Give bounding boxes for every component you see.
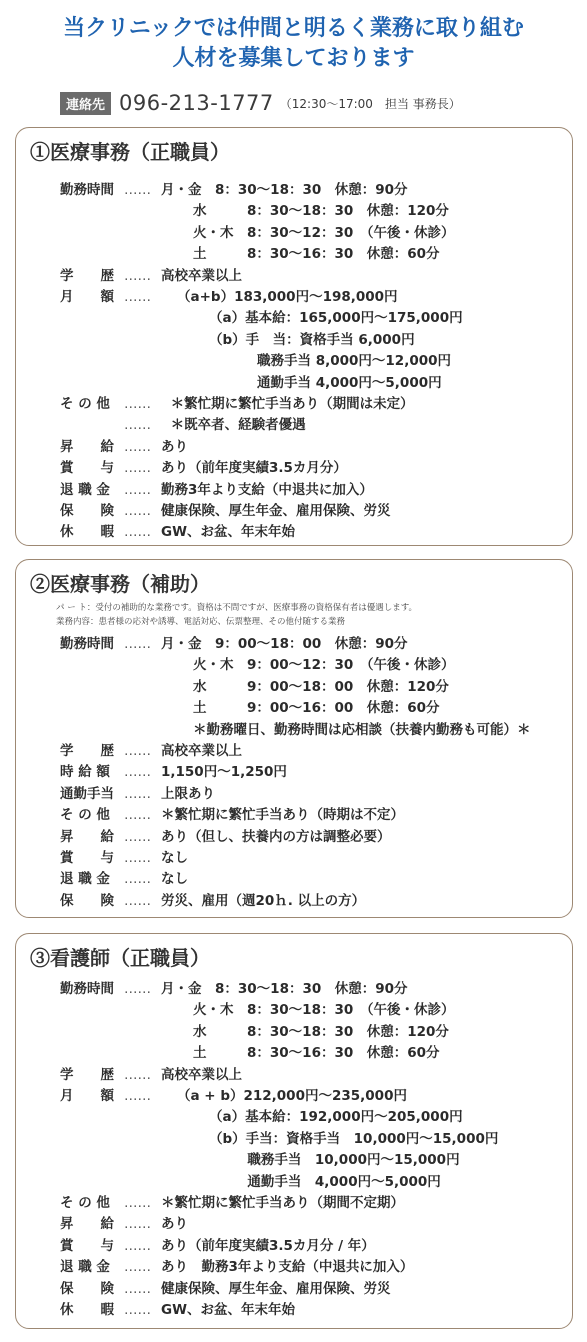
info-row: [16, 1172, 572, 1193]
row-value: （a）基本給：192,000円〜205,000円: [209, 1109, 463, 1126]
row-value: 勤務3年より支給（中退共に加入）: [161, 481, 373, 498]
info-row: [16, 373, 572, 394]
row-value: あり 勤務3年より支給（中退共に加入）: [161, 1259, 414, 1276]
info-row: [16, 1193, 572, 1214]
row-value: 水 8：30〜18：30 休憩：120分: [193, 1023, 449, 1040]
info-row: [16, 1300, 572, 1321]
row-leader-dots: ……: [124, 636, 151, 652]
row-leader-dots: ……: [124, 182, 151, 198]
info-row: [16, 415, 572, 436]
row-leader-dots: ……: [124, 1259, 151, 1276]
row-value: なし: [161, 871, 188, 888]
headline-line-1: 当クリニックでは仲間と明るく業務に取り組む: [63, 16, 524, 41]
row-leader-dots: ……: [124, 1237, 151, 1254]
info-row: [16, 480, 572, 501]
row-value: なし: [161, 850, 188, 866]
row-leader-dots: ……: [124, 481, 151, 498]
row-value: 土 8：30〜16：30 休憩：60分: [193, 1045, 440, 1062]
row-value: （a+b）183,000円〜198,000円: [177, 289, 398, 305]
info-row: [16, 1022, 572, 1043]
info-row: [16, 351, 572, 372]
row-value: 月・金 9：00〜18：00 休憩：90分: [161, 636, 408, 652]
section-note-parttime: パ ー ト：受付の補助的な業務です。資格は不問ですが、医療事務の資格保有者は優遇します。: [56, 603, 418, 613]
info-row: [16, 330, 572, 351]
row-value: 月・金 8：30〜18：30 休憩：90分: [161, 981, 408, 997]
row-leader-dots: ……: [124, 1066, 151, 1083]
info-row: [16, 634, 572, 655]
row-value: 水 8：30〜18：30 休憩：120分: [193, 203, 449, 220]
row-label: 通勤手当: [60, 785, 114, 802]
row-label: そ の 他: [60, 807, 110, 824]
info-row: [16, 1236, 572, 1257]
info-row: [16, 979, 572, 1000]
row-value: 火・木 8：30〜12：30 （午後・休診）: [193, 224, 455, 241]
row-value: 土 9：00〜16：00 休憩：60分: [193, 700, 440, 717]
row-leader-dots: ……: [124, 1195, 151, 1211]
row-leader-dots: ……: [124, 396, 151, 412]
info-row: [16, 1257, 572, 1278]
row-label: 保 険: [60, 503, 114, 519]
row-value: ＊勤務曜日、勤務時間は応相談（扶養内勤務も可能）＊: [193, 721, 531, 738]
info-row: [16, 1279, 572, 1300]
row-label: 勤務時間: [60, 981, 114, 997]
row-label: 保 険: [60, 892, 114, 909]
row-leader-dots: ……: [124, 981, 151, 997]
info-row: [16, 762, 572, 783]
row-leader-dots: ……: [124, 850, 151, 866]
row-value: ＊繁忙期に繁忙手当あり（期間は未定）: [170, 396, 414, 412]
row-leader-dots: ……: [124, 743, 151, 759]
row-value: 健康保険、厚生年金、雇用保険、労災: [161, 1280, 391, 1297]
section-card-nurse-fulltime: [15, 933, 573, 1329]
contact-phone[interactable]: 096-213-1777: [119, 91, 274, 115]
row-label: 昇 給: [60, 1216, 114, 1233]
info-row: [16, 1150, 572, 1171]
row-value: 通勤手当 4,000円〜5,000円: [247, 1173, 441, 1190]
row-label: 賞 与: [60, 850, 114, 866]
row-label: 昇 給: [60, 828, 114, 845]
info-row: [16, 180, 572, 201]
info-row: [16, 1086, 572, 1107]
row-value: （b）手当：資格手当 10,000円〜15,000円: [209, 1130, 499, 1147]
row-leader-dots: ……: [124, 892, 151, 909]
info-row: [16, 394, 572, 415]
row-leader-dots: ……: [124, 524, 151, 541]
row-label: 時 給 額: [60, 764, 110, 781]
info-row: [16, 891, 572, 912]
row-value: 火・木 9：00〜12：30 （午後・休診）: [193, 657, 455, 674]
info-row: [16, 805, 572, 826]
row-leader-dots: ……: [124, 807, 151, 824]
contact-tag: 連絡先: [60, 92, 111, 115]
row-value: 労災、雇用（週20ｈ. 以上の方）: [161, 892, 366, 909]
info-row: [16, 720, 572, 741]
row-value: 職務手当 8,000円〜12,000円: [257, 353, 451, 370]
row-label: 休 暇: [60, 1302, 114, 1318]
row-leader-dots: ……: [124, 1280, 151, 1297]
info-row: [16, 501, 572, 522]
row-leader-dots: ……: [124, 1088, 151, 1104]
section-title: ③看護師（正職員）: [30, 946, 210, 970]
info-row: [16, 458, 572, 479]
row-leader-dots: ……: [124, 764, 151, 781]
info-row: [16, 522, 572, 543]
info-row: [16, 698, 572, 719]
row-value: 通勤手当 4,000円〜5,000円: [257, 374, 442, 391]
row-value: あり: [161, 1216, 188, 1233]
row-leader-dots: ……: [124, 267, 151, 284]
info-row: [16, 223, 572, 244]
row-value: 月・金 8：30〜18：30 休憩：90分: [161, 182, 408, 198]
row-leader-dots: ……: [124, 871, 151, 888]
row-leader-dots: ……: [124, 417, 151, 434]
info-row: [16, 437, 572, 458]
row-value: （a）基本給：165,000円〜175,000円: [209, 310, 463, 327]
row-label: 学 歴: [60, 743, 114, 759]
info-row: [16, 1043, 572, 1064]
row-value: あり: [161, 438, 188, 455]
row-label: 退 職 金: [60, 1259, 110, 1276]
row-leader-dots: ……: [124, 438, 151, 455]
row-label: 学 歴: [60, 267, 114, 284]
info-row: [16, 1065, 572, 1086]
row-label: 賞 与: [60, 1237, 114, 1254]
row-value: 健康保険、厚生年金、雇用保険、労災: [161, 503, 391, 519]
info-row: [16, 308, 572, 329]
row-value: GW、お盆、年末年始: [161, 524, 295, 541]
row-value: 高校卒業以上: [161, 1066, 242, 1083]
info-row: [16, 201, 572, 222]
row-label: 退 職 金: [60, 871, 110, 888]
row-leader-dots: ……: [124, 1216, 151, 1233]
row-value: あり（前年度実績3.5カ月分 / 年）: [161, 1237, 375, 1254]
section-note-duties: 業務内容：患者様の応対や誘導、電話対応、伝票整理、その他付随する業務: [56, 617, 346, 627]
info-row: [16, 1107, 572, 1128]
row-label: 月 額: [60, 1088, 114, 1104]
info-row: [16, 869, 572, 890]
row-value: ＊繁忙期に繁忙手当あり（時期は不定）: [161, 807, 404, 824]
row-label: 休 暇: [60, 524, 114, 541]
row-value: 水 9：00〜18：00 休憩：120分: [193, 678, 449, 695]
info-row: [16, 1214, 572, 1235]
row-label: 昇 給: [60, 438, 114, 455]
row-value: GW、お盆、年末年始: [161, 1302, 295, 1318]
row-label: 退 職 金: [60, 481, 110, 498]
row-value: 高校卒業以上: [161, 743, 242, 759]
row-value: 1,150円〜1,250円: [161, 764, 287, 781]
row-label: 保 険: [60, 1280, 114, 1297]
info-row: [16, 1000, 572, 1021]
info-row: [16, 244, 572, 265]
contact-hours: （12:30〜17:00 担当 事務長）: [279, 96, 461, 111]
info-row: [16, 827, 572, 848]
section-card-medical-clerk-fulltime: [15, 127, 573, 546]
row-label: 賞 与: [60, 460, 114, 477]
row-value: 火・木 8：30〜18：30 （午後・休診）: [193, 1002, 455, 1019]
section-card-medical-clerk-assistant: [15, 559, 573, 918]
row-leader-dots: ……: [124, 460, 151, 477]
row-leader-dots: ……: [124, 503, 151, 519]
row-label: 月 額: [60, 289, 114, 305]
section-title: ①医療事務（正職員）: [30, 140, 230, 164]
info-row: [16, 266, 572, 287]
row-label: そ の 他: [60, 396, 110, 412]
headline-line-2: 人材を募集しております: [172, 46, 415, 71]
row-value: 上限あり: [161, 785, 215, 802]
row-value: （a + b）212,000円〜235,000円: [177, 1088, 407, 1104]
row-label: 勤務時間: [60, 182, 114, 198]
info-row: [16, 287, 572, 308]
row-leader-dots: ……: [124, 828, 151, 845]
info-row: [16, 1129, 572, 1150]
row-leader-dots: ……: [124, 289, 151, 305]
row-leader-dots: ……: [124, 785, 151, 802]
row-value: ＊既卒者、経験者優遇: [170, 417, 306, 434]
contact-bar: [60, 90, 461, 116]
info-row: [16, 655, 572, 676]
row-value: ＊繁忙期に繁忙手当あり（期間不定期）: [161, 1195, 404, 1211]
row-value: 土 8：30〜16：30 休憩：60分: [193, 246, 440, 263]
row-value: あり（但し、扶養内の方は調整必要）: [161, 828, 391, 845]
info-row: [16, 848, 572, 869]
row-value: あり（前年度実績3.5カ月分）: [161, 460, 347, 477]
info-row: [16, 784, 572, 805]
row-value: 高校卒業以上: [161, 267, 242, 284]
row-value: （b）手 当：資格手当 6,000円: [209, 331, 415, 348]
section-title: ②医療事務（補助）: [30, 572, 210, 596]
info-row: [16, 741, 572, 762]
row-leader-dots: ……: [124, 1302, 151, 1318]
row-label: 勤務時間: [60, 636, 114, 652]
info-row: [16, 677, 572, 698]
row-label: 学 歴: [60, 1066, 114, 1083]
row-value: 職務手当 10,000円〜15,000円: [247, 1152, 460, 1169]
row-label: そ の 他: [60, 1195, 110, 1211]
